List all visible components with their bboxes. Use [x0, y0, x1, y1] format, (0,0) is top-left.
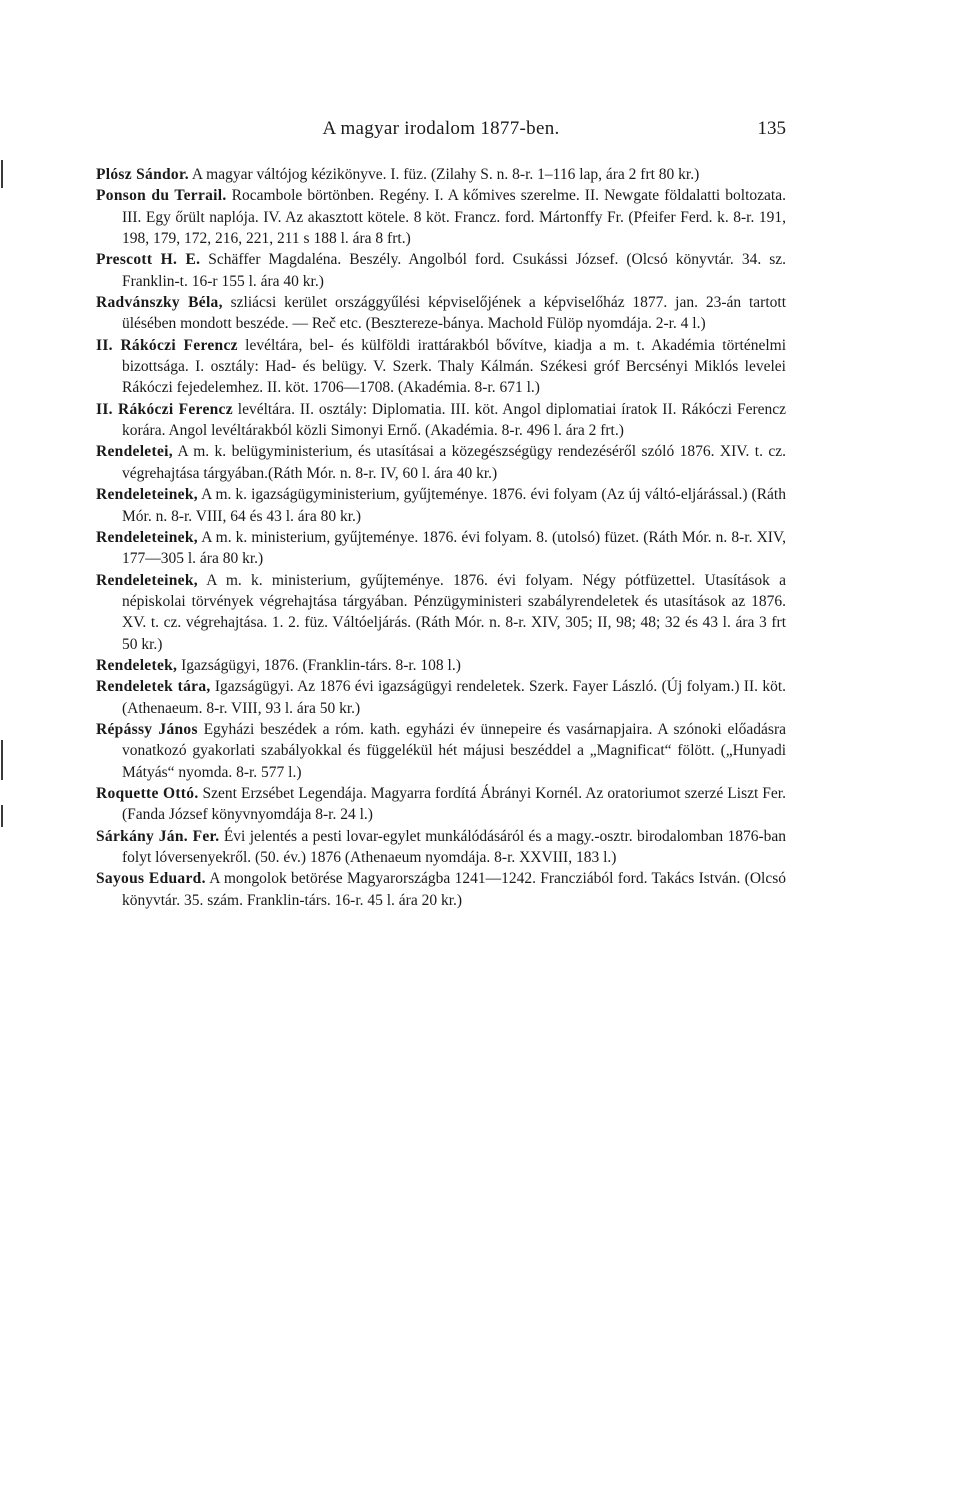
bibliography-entry [96, 826, 786, 869]
bibliography-entry [96, 164, 786, 185]
entry-text: Igazságügyi, 1876. (Franklin-társ. 8-r. 108 l.) [177, 656, 461, 674]
entry-text: Évi jelentés a pesti lovar-egylet munkálódásáról és a magy.-osztr. birodalomban 1876-ban folyt lóversenyekről. (50. év.) 1876 (Athenaeum nyomdája. 8-r. XXVIII, 183 l.) [122, 827, 787, 866]
entry-text: A m. k. ministerium, gyűjteménye. 1876. évi folyam. 8. (utolsó) füzet. (Ráth Mór. n. 8-r. XIV, 177—305 l. ára 80 kr.) [122, 528, 786, 568]
entry-heading: Plósz Sándor. [96, 166, 189, 183]
bibliography-list [96, 164, 786, 911]
bibliography-entry [96, 185, 786, 249]
bibliography-entry [96, 570, 786, 655]
running-title: A magyar irodalom 1877-ben. [322, 118, 560, 139]
bibliography-entry [96, 249, 786, 292]
entry-text: A m. k. belügyministerium, és utasításai a közegészségügy rendezéséről szóló 1876. XIV. t. cz. végrehajtása tárgyában.(Ráth Mór. n. 8-r. IV, 60 l. ára 40 kr.) [122, 443, 786, 482]
bibliography-entry [96, 441, 786, 484]
entry-heading: Rendeleteinek, [96, 486, 198, 504]
entry-heading: Rendeletek tára, [96, 678, 211, 696]
bibliography-entry [96, 719, 786, 783]
entry-heading: Rendeletek, [96, 656, 178, 674]
entry-heading: Répássy János [96, 720, 198, 738]
entry-heading: Rendeleteinek, [96, 571, 198, 589]
entry-text: levéltára, bel- és külföldi irattárakból bővítve, kiadja a m. t. Akadémia történelmi bizottsága. I. osztály: Had- és belügy. V. Szerk. Thaly Kálmán. Székesi gróf Bercsényi Miklós levelei Rákóczi fejedelemhez. II. köt. 1706—1708. (Akadémia. 8-r. 671 l.) [122, 336, 787, 397]
entry-heading: Rendeleteinek, [96, 528, 198, 546]
bibliography-entry [96, 484, 786, 527]
scan-edge-mark [1, 740, 3, 780]
entry-text: szliácsi kerület országgyűlési képviselőjének a képviselőház 1877. jan. 23-án tartott ülésében mondott beszéde. — Reč etc. (Besztereze-bánya. Machold Fülöp nyomdája. 2-r. 4 l.) [122, 294, 787, 333]
bibliography-entry [96, 527, 786, 570]
entry-text: levéltára. II. osztály: Diplomatia. III. köt. Angol diplomatiai íratok II. Rákóczi Ferencz korára. Angol levéltárakból közli Simonyi Ernő. (Akadémia. 8-r. 496 l. ára 2 frt.) [122, 400, 786, 440]
bibliography-entry [96, 655, 786, 676]
entry-text: Rocambole börtönben. Regény. I. A kőmives szerelme. II. Newgate földalatti boltozata. III. Egy őrült naplója. IV. Az akasztott kötele. 8 köt. Francz. ford. Mártonffy Fr. (Pfeifer Ferd. k. 8-r. 191, 198, 179, 172, 216, 221, 211 s 188 l. ára 8 frt.) [122, 187, 786, 248]
bibliography-entry [96, 335, 786, 399]
entry-heading: Ponson du Terrail. [96, 187, 227, 205]
entry-text: A mongolok betörése Magyarországba 1241—1242. Francziából ford. Takács István. (Olcsó könyvtár. 35. szám. Franklin-társ. 16-r. 45 l. ára 20 kr.) [122, 870, 786, 909]
entry-heading: Roquette Ottó. [96, 784, 199, 802]
scan-edge-mark [1, 160, 3, 188]
entry-heading: Sárkány Ján. Fer. [96, 827, 220, 845]
entry-text: A m. k. ministerium, gyűjteménye. 1876. évi folyam. Négy pótfüzettel. Utasítások a népiskolai törvények végrehajtása tárgyában. Pénzügyministeri szabályrendeletek és utasítások az 1876. XV. t. cz. végrehajtása. 1. 2. füz. Váltóeljárás. (Ráth Mór. n. 8-r. XIV, 305; II, 98; 48; 32 és 43 l. ára 3 frt 50 kr.) [122, 571, 786, 653]
bibliography-entry [96, 292, 786, 335]
entry-heading: Prescott H. E. [96, 251, 201, 269]
entry-text: Szent Erzsébet Legendája. Magyarra fordítá Ábrányi Kornél. Az oratoriumot szerzé Liszt Fer. (Fanda József könyvnyomdája 8-r. 24 l.) [122, 784, 786, 824]
page-number: 135 [757, 118, 786, 139]
bibliography-entry [96, 676, 786, 719]
bibliography-entry [96, 868, 786, 911]
entry-heading: Radvánszky Béla, [96, 294, 223, 312]
running-head [96, 118, 786, 142]
entry-heading: Sayous Eduard. [96, 870, 206, 888]
entry-heading: Rendeletei, [96, 443, 173, 461]
entry-text: Egyházi beszédek a róm. kath. egyházi év ünnepeire és vasárnapjaira. A szónoki előadásra vonatkozó gyakorlati szabályokkal és függelékül hét májusi beszéddel a „Magnificat“ fölött. („Hunyadi Mátyás“ nyomda. 8-r. 577 l.) [122, 720, 786, 781]
entry-text: A m. k. igazságügyministerium, gyűjteménye. 1876. évi folyam (Az új váltó-eljárással.) (Ráth Mór. n. 8-r. VIII, 64 és 43 l. ára 80 kr.) [122, 486, 786, 525]
bibliography-entry [96, 399, 786, 442]
entry-text: Igazságügyi. Az 1876 évi igazságügyi rendeletek. Szerk. Fayer László. (Új folyam.) II. köt. (Athenaeum. 8-r. VIII, 93 l. ára 50 kr.) [122, 678, 786, 717]
entry-heading: II. Rákóczi Ferencz [96, 336, 238, 354]
entry-text: Schäffer Magdaléna. Beszély. Angolból ford. Csukássi József. (Olcsó könyvtár. 34. sz. Franklin-t. 16-r 155 l. ára 40 kr.) [122, 251, 786, 290]
entry-text: A magyar váltójog kézikönyve. I. füz. (Zilahy S. n. 8-r. 1–116 lap, ára 2 frt 80 kr.) [188, 166, 700, 183]
bibliography-entry [96, 783, 786, 826]
scan-edge-mark [1, 805, 3, 827]
entry-heading: II. Rákóczi Ferencz [96, 400, 233, 418]
